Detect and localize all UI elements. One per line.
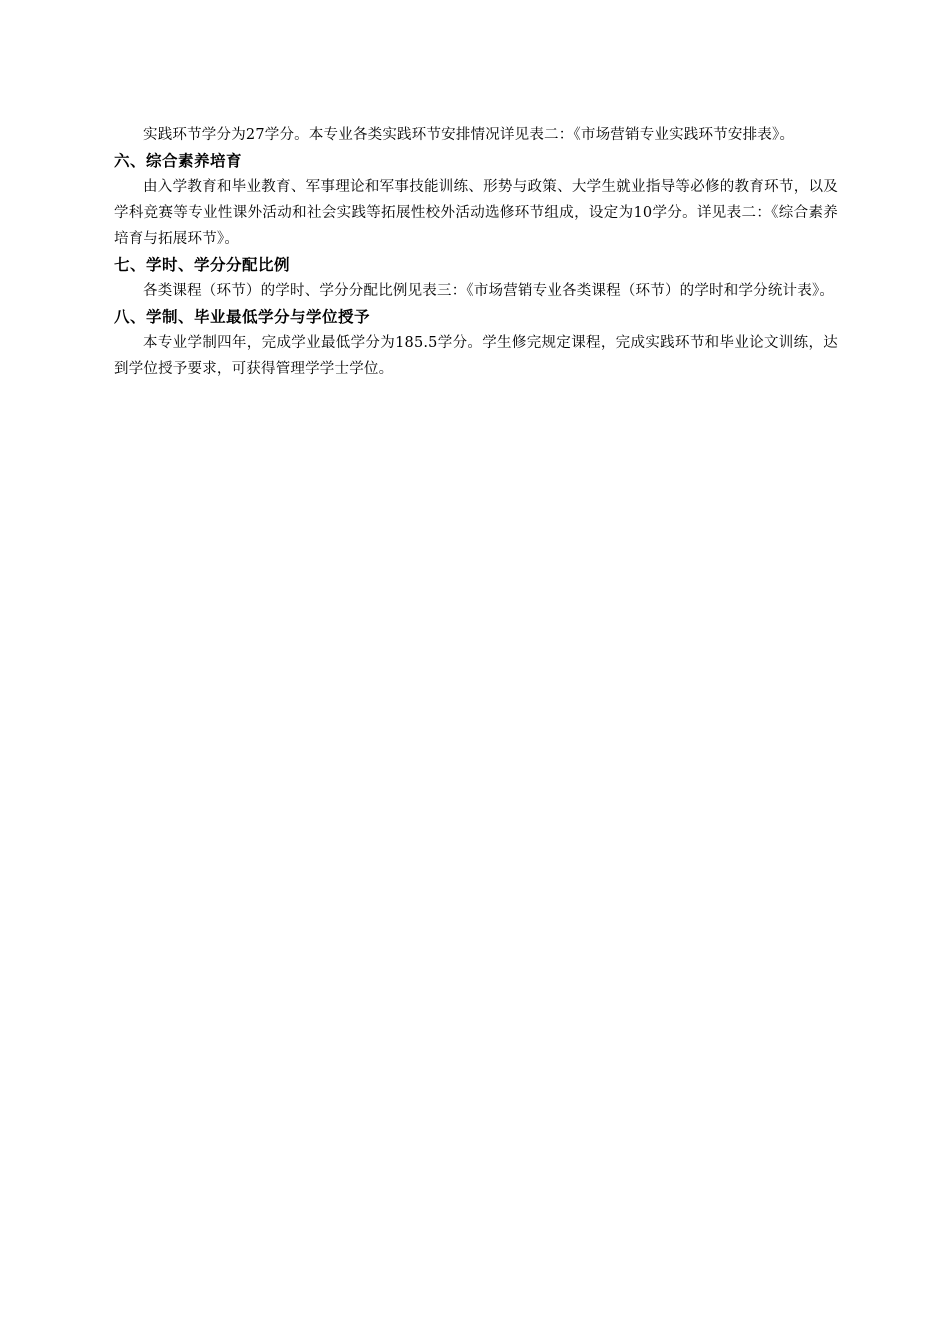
section-body-hours-credits-ratio: 各类课程（环节）的学时、学分分配比例见表三：《市场营销专业各类课程（环节）的学时和学分统计表》。 [143,283,835,299]
section-heading-hours-credits-ratio: 七、学时、学分分配比例 [114,256,291,274]
intro-paragraph: 实践环节学分为27学分。本专业各类实践环节安排情况详见表二：《市场营销专业实践环节安排表》。 [143,127,795,143]
section-heading-comprehensive-quality: 六、综合素养培育 [114,152,243,170]
section-body-comprehensive-quality: 由入学教育和毕业教育、军事理论和军事技能训练、形势与政策、大学生就业指导等必修的教育环节，以及学科竞赛等专业性课外活动和社会实践等拓展性校外活动选修环节组成，设定为10学分。详见表二：《综合素养培育与拓展环节》。 [114,179,838,247]
document-body [114,122,838,382]
section-body-duration-degree: 本专业学制四年，完成学业最低学分为185.5学分。学生修完规定课程，完成实践环节和毕业论文训练，达到学位授予要求，可获得管理学学士学位。 [114,335,838,377]
section-heading-duration-degree: 八、学制、毕业最低学分与学位授予 [114,308,371,326]
